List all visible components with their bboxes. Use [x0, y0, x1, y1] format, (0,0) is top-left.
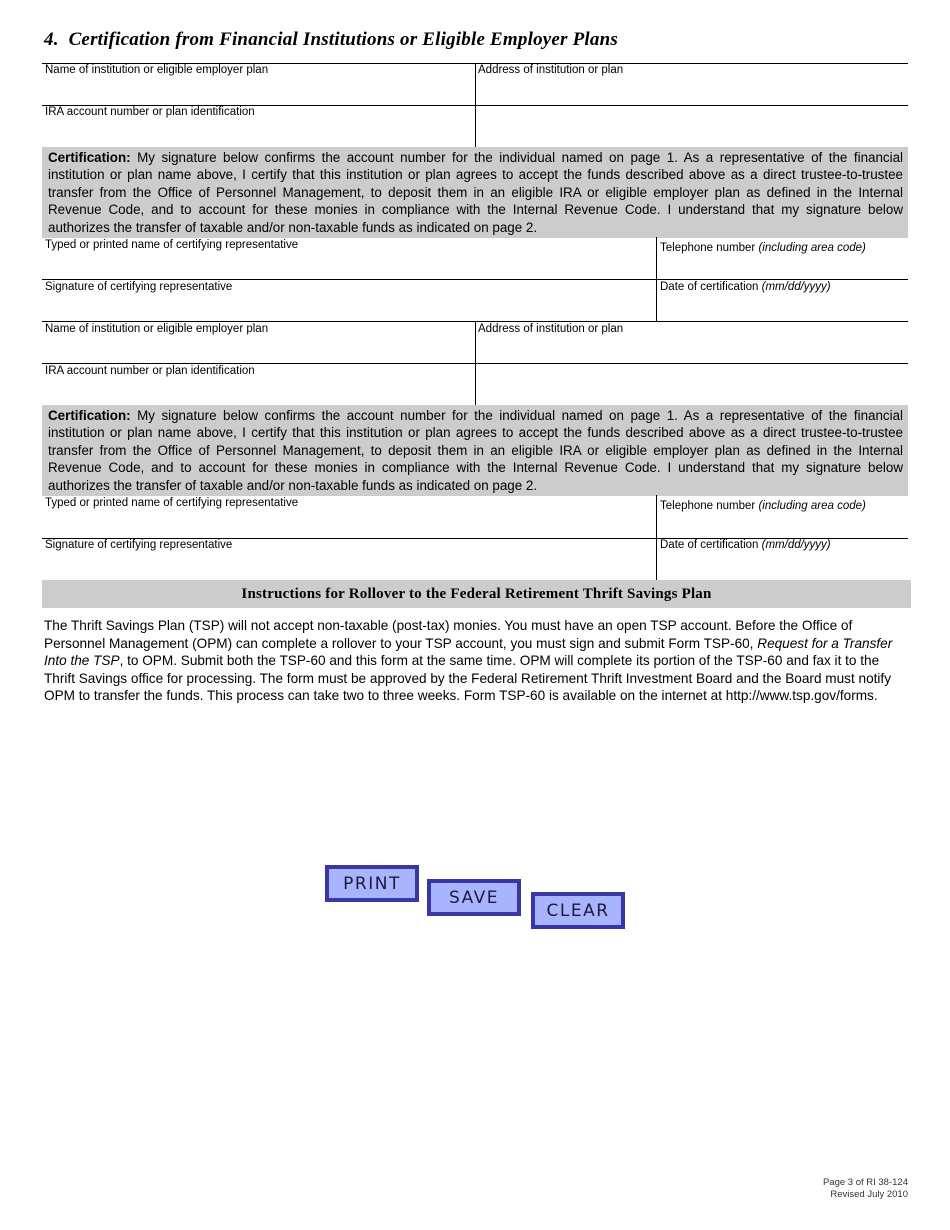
page-footer	[823, 1177, 908, 1200]
rep-name-label: Typed or printed name of certifying representative	[45, 497, 299, 509]
instructions-text-1: The Thrift Savings Plan (TSP) will not accept non-taxable (post-tax) monies. You must have an open TSP account. Before the Office of Personnel Management (OPM) can complete a rollover to your TSP account, you must sign and submit Form TSP-60,	[44, 618, 853, 651]
phone-label-hint: (including area code)	[758, 500, 866, 512]
rep-name-label: Typed or printed name of certifying representative	[45, 239, 299, 251]
section-title	[44, 29, 618, 51]
instructions-heading: Instructions for Rollover to the Federal Retirement Thrift Savings Plan	[42, 580, 911, 608]
date-label-hint: (mm/dd/yyyy)	[761, 539, 831, 551]
institution-address-input-1[interactable]	[478, 79, 907, 103]
rep-signature-input-2[interactable]	[45, 554, 654, 578]
account-number-label: IRA account number or plan identification	[45, 106, 255, 118]
institution-address-label: Address of institution or plan	[478, 64, 624, 76]
instructions-form-title: Request for a Transfer Into the TSP	[44, 635, 893, 669]
date-input-1[interactable]	[660, 296, 908, 320]
certification-statement-1	[42, 147, 908, 238]
date-label	[660, 538, 831, 552]
phone-label	[660, 241, 866, 255]
date-label-text: Date of certification	[660, 539, 762, 551]
rep-name-input-1[interactable]	[45, 254, 654, 278]
certification-lead: Certification:	[48, 150, 131, 165]
revision-date: Revised July 2010	[830, 1188, 908, 1200]
account-number-input-1[interactable]	[45, 121, 474, 145]
institution-name-input-1[interactable]	[45, 79, 474, 103]
institution-name-label: Name of institution or eligible employer plan	[45, 64, 269, 76]
phone-label-text: Telephone number	[660, 242, 759, 254]
institution-address-label: Address of institution or plan	[478, 323, 624, 335]
account-number-label: IRA account number or plan identification	[45, 365, 255, 377]
institution-name-input-2[interactable]	[45, 338, 474, 362]
certification-text: My signature below confirms the account number for the individual named on page 1. As a representative of the financial institution or plan name above, I certify that this institution or plan agrees to accept the funds described above as a direct trustee-to-trustee transfer from the Office of Personnel Management, to deposit them in an eligible IRA or eligible employer plan as defined in the Internal Revenue Code, and to account for these monies in compliance with the Internal Revenue Code. I understand that my signature below authorizes the transfer of taxable and/or non-taxable funds as indicated on page 2.	[48, 150, 903, 235]
certification-lead: Certification:	[48, 408, 131, 423]
print-button[interactable]: PRINT	[325, 865, 419, 902]
instructions-text-2: , to OPM. Submit both the TSP-60 and this form at the same time. OPM will complete its portion of the TSP-60 and fax it to the Thrift Savings office for processing. The form must be approved by the Federal Retirement Thrift Investment Board and the Board must notify OPM to transfer the funds. This process can take two to three weeks. Form TSP-60 is available on the internet at http://www.tsp.gov/forms.	[44, 653, 892, 704]
clear-button[interactable]: CLEAR	[531, 892, 625, 929]
date-label-text: Date of certification	[660, 281, 762, 293]
rep-signature-label: Signature of certifying representative	[45, 281, 233, 293]
institution-address-input-2[interactable]	[478, 338, 907, 362]
section-title-text: Certification from Financial Institutions or Eligible Employer Plans	[68, 29, 618, 50]
rep-name-input-2[interactable]	[45, 512, 654, 536]
page-number: Page 3 of RI 38-124	[822, 1177, 908, 1188]
phone-input-2[interactable]	[660, 515, 908, 537]
date-label-hint: (mm/dd/yyyy)	[761, 281, 831, 293]
rep-signature-label: Signature of certifying representative	[45, 539, 233, 551]
phone-label	[660, 499, 866, 513]
institution-name-label: Name of institution or eligible employer plan	[45, 323, 269, 335]
phone-label-text: Telephone number	[660, 500, 759, 512]
date-input-2[interactable]	[660, 554, 908, 578]
phone-input-1[interactable]	[660, 257, 908, 279]
certification-statement-2	[42, 405, 908, 496]
rep-signature-input-1[interactable]	[45, 296, 654, 320]
date-label	[660, 280, 831, 294]
instructions-body	[44, 617, 910, 705]
certification-text: My signature below confirms the account number for the individual named on page 1. As a representative of the financial institution or plan name above, I certify that this institution or plan agrees to accept the funds described above as a direct trustee-to-trustee transfer from the Office of Personnel Management, to deposit them in an eligible IRA or eligible employer plan as defined in the Internal Revenue Code, and to account for these monies in compliance with the Internal Revenue Code. I understand that my signature below authorizes the transfer of taxable and/or non-taxable funds as indicated on page 2.	[48, 408, 903, 493]
section-number: 4.	[44, 29, 59, 50]
save-button[interactable]: SAVE	[427, 879, 521, 916]
account-number-input-2[interactable]	[45, 380, 474, 404]
phone-label-hint: (including area code)	[758, 242, 866, 254]
